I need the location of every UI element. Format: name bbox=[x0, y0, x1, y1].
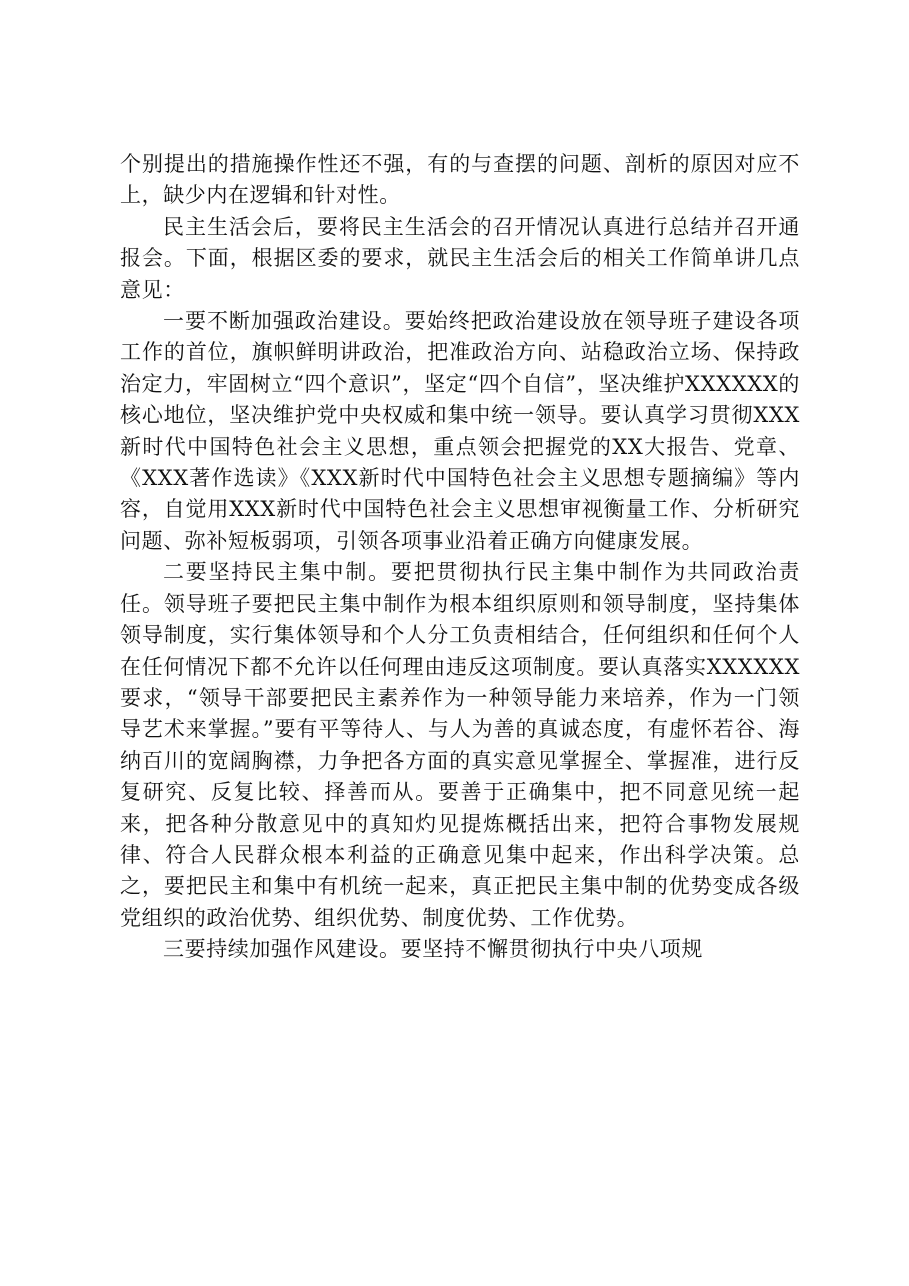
paragraph-continuation: 个别提出的措施操作性还不强，有的与查摆的问题、剖析的原因对应不上，缺少内在逻辑和针对性。 bbox=[120, 152, 800, 208]
paragraph-intro: 民主生活会后，要将民主生活会的召开情况认真进行总结并召开通报会。下面，根据区委的要求，就民主生活会后的相关工作简单讲几点意见： bbox=[120, 214, 800, 302]
document-body bbox=[120, 149, 800, 966]
paragraph-political-construction: 一要不断加强政治建设。要始终把政治建设放在领导班子建设各项工作的首位，旗帜鲜明讲政治，把准政治方向、站稳政治立场、保持政治定力，牢固树立“四个意识”，坚定“四个自信”，坚决维护XXXXXX的核心地位，坚决维护党中央权威和集中统一领导。要认真学习贯彻XXX新时代中国特色社会主义思想，重点领会把握党的XX大报告、党章、《XXX著作选读》《XXX新时代中国特色社会主义思想专题摘编》等内容，自觉用XXX新时代中国特色社会主义思想审视衡量工作、分析研究问题、弥补短板弱项，引领各项事业沿着正确方向健康发展。 bbox=[120, 309, 800, 553]
paragraph-democratic-centralism: 二要坚持民主集中制。要把贯彻执行民主集中制作为共同政治责任。领导班子要把民主集中制作为根本组织原则和领导制度，坚持集体领导制度，实行集体领导和个人分工负责相结合，任何组织和任何个人在任何情况下都不允许以任何理由违反这项制度。要认真落实XXXXXX要求，“领导干部要把民主素养作为一种领导能力来培养，作为一门领导艺术来掌握。”要有平等待人、与人为善的真诚态度，有虚怀若谷、海纳百川的宽阔胸襟，力争把各方面的真实意见掌握全、掌握准，进行反复研究、反复比较、择善而从。要善于正确集中，把不同意见统一起来，把各种分散意见中的真知灼见提炼概括出来，把符合事物发展规律、符合人民群众根本利益的正确意见集中起来，作出科学决策。总之，要把民主和集中有机统一起来，真正把民主集中制的优势变成各级党组织的政治优势、组织优势、制度优势、工作优势。 bbox=[120, 560, 800, 930]
paragraph-work-style: 三要持续加强作风建设。要坚持不懈贯彻执行中央八项规 bbox=[163, 937, 703, 962]
